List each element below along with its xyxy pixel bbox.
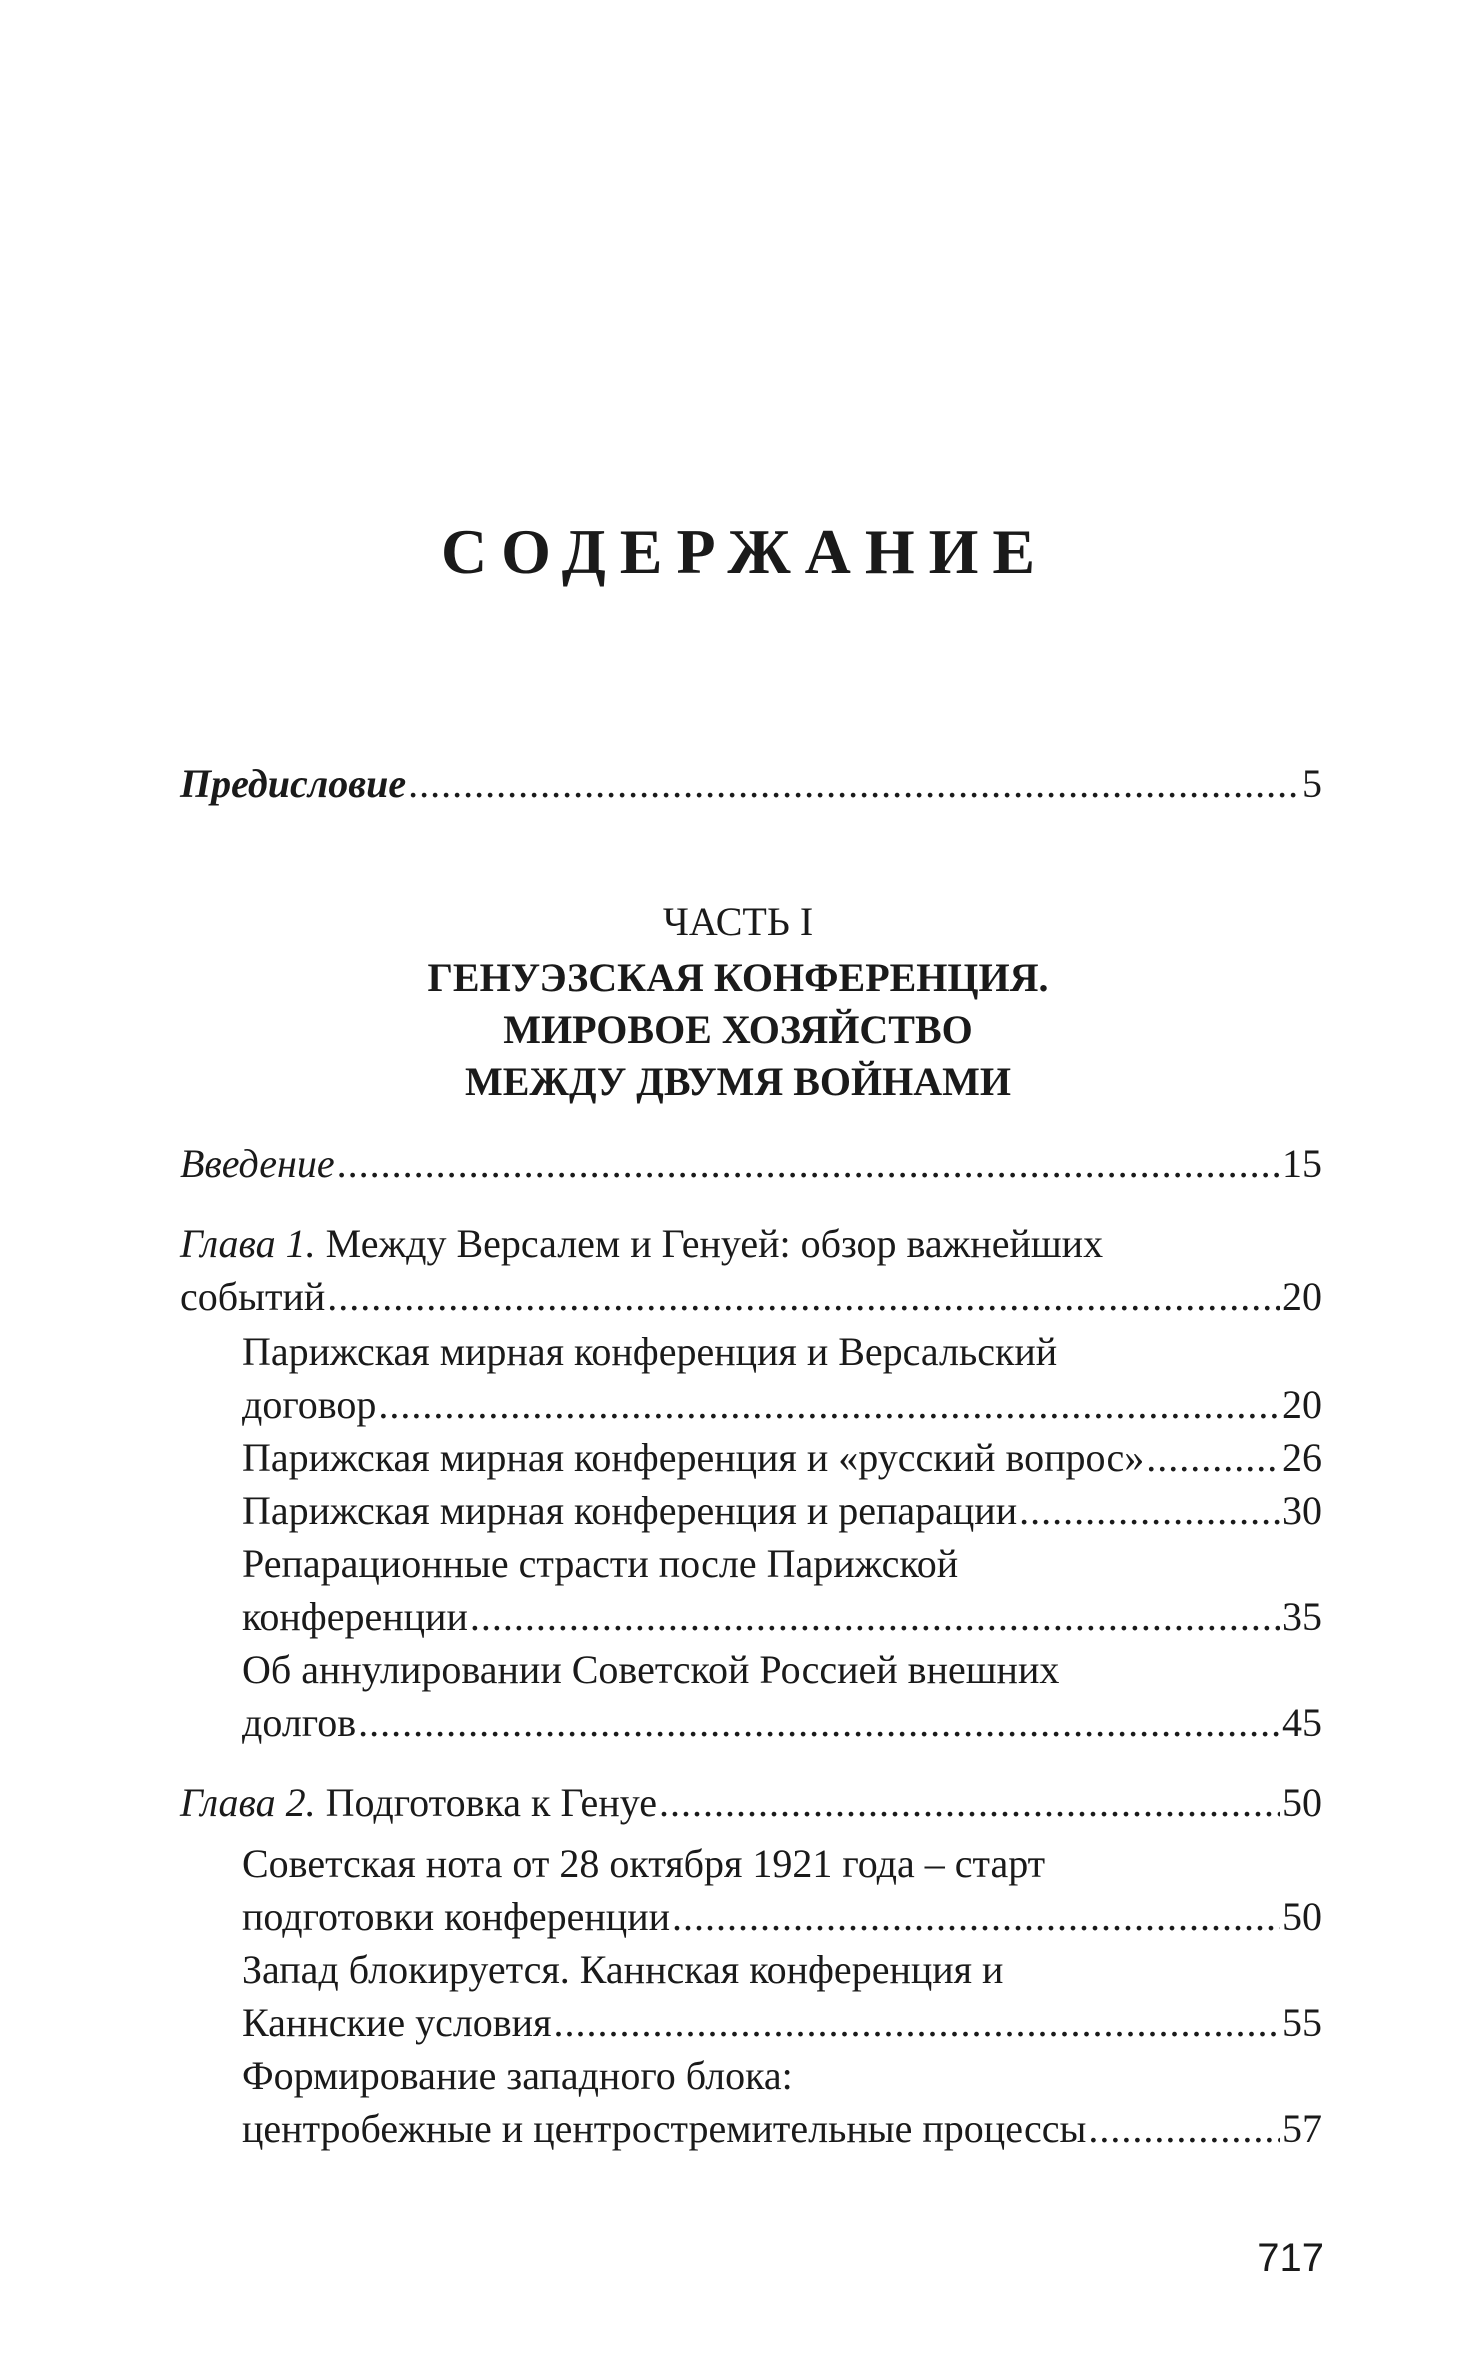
entry-label: Парижская мирная конференция и Версальский xyxy=(242,1329,1058,1374)
toc-entry-chapter-1[interactable] xyxy=(180,1218,1322,1324)
entry-label: Запад блокируется. Каннская конференция и xyxy=(242,1947,1004,1992)
entry-page: 50 xyxy=(1282,1780,1322,1825)
part-title-text: ГЕНУЭЗСКАЯ КОНФЕРЕНЦИЯ. xyxy=(427,955,1049,1000)
entry-label: Советская нота от 28 октября 1921 года – старт xyxy=(242,1841,1046,1886)
part-title-text: МИРОВОЕ ХОЗЯЙСТВО xyxy=(503,1007,973,1052)
toc-entry-preface[interactable] xyxy=(180,758,1322,811)
leader-dots xyxy=(408,758,1300,810)
toc-entry-section[interactable] xyxy=(242,1326,1322,1432)
entry-label: Введение xyxy=(180,1141,335,1186)
leader-dots xyxy=(1146,1432,1280,1484)
entry-label-cont: Каннские условия xyxy=(242,2000,552,2045)
entry-label-cont: долгов xyxy=(242,1700,357,1745)
entry-label-cont: центробежные и центростремительные процессы xyxy=(242,2106,1087,2151)
toc-entry-section[interactable] xyxy=(242,2050,1322,2156)
leader-dots xyxy=(553,1997,1280,2049)
part-title-line xyxy=(0,1056,1476,1108)
leader-dots xyxy=(358,1697,1280,1749)
toc-entry-section[interactable] xyxy=(242,1485,1322,1538)
toc-entry-section[interactable] xyxy=(242,1838,1322,1944)
part-label: ЧАСТЬ I xyxy=(662,899,814,944)
entry-label: Формирование западного блока: xyxy=(242,2053,793,2098)
part-title-line xyxy=(0,952,1476,1004)
entry-label: Предисловие xyxy=(180,761,407,806)
chapter-prefix: Глава 2. xyxy=(180,1780,316,1825)
entry-page: 45 xyxy=(1282,1700,1322,1745)
entry-label: Репарационные страсти после Парижской xyxy=(242,1541,959,1586)
toc-entry-introduction[interactable] xyxy=(180,1138,1322,1191)
entry-page: 35 xyxy=(1282,1594,1322,1639)
entry-page: 15 xyxy=(1282,1141,1322,1186)
contents-heading: СОДЕРЖАНИЕ xyxy=(440,516,1050,587)
entry-label-cont: конференции xyxy=(242,1594,468,1639)
leader-dots xyxy=(327,1271,1280,1323)
part-title-line xyxy=(0,1004,1476,1056)
leader-dots xyxy=(1019,1485,1280,1537)
chapter-title: Подготовка к Генуе xyxy=(315,1780,657,1825)
leader-dots xyxy=(672,1891,1280,1943)
entry-page: 50 xyxy=(1282,1894,1322,1939)
toc-entry-chapter-2[interactable] xyxy=(180,1777,1322,1830)
chapter-prefix: Глава 1. xyxy=(180,1221,316,1266)
leader-dots xyxy=(659,1777,1280,1829)
toc-entry-section[interactable] xyxy=(242,1432,1322,1485)
toc-entry-section[interactable] xyxy=(242,1538,1322,1644)
entry-page: 30 xyxy=(1282,1488,1322,1533)
entry-label xyxy=(180,1777,657,1829)
leader-dots xyxy=(337,1138,1280,1190)
entry-label: Об аннулировании Советской Россией внешних xyxy=(242,1647,1060,1692)
part-title-text: МЕЖДУ ДВУМЯ ВОЙНАМИ xyxy=(464,1059,1012,1104)
chapter-title: Между Версалем и Генуей: обзор важнейших xyxy=(315,1221,1104,1266)
entry-page: 57 xyxy=(1282,2106,1322,2151)
entry-label-cont: подготовки конференции xyxy=(242,1894,671,1939)
entry-page: 55 xyxy=(1282,2000,1322,2045)
entry-page: 26 xyxy=(1282,1435,1322,1480)
page-number: 717 xyxy=(1257,2236,1324,2280)
entry-page: 20 xyxy=(1282,1274,1322,1319)
toc-entry-section[interactable] xyxy=(242,1644,1322,1750)
entry-label-cont: договор xyxy=(242,1382,377,1427)
entry-label: Парижская мирная конференция и «русский вопрос» xyxy=(242,1435,1145,1480)
leader-dots xyxy=(470,1591,1280,1643)
leader-dots xyxy=(378,1379,1280,1431)
entry-label: Парижская мирная конференция и репарации xyxy=(242,1488,1018,1533)
entry-label-cont: событий xyxy=(180,1274,326,1319)
leader-dots xyxy=(1088,2103,1280,2155)
entry-label xyxy=(180,1218,1103,1270)
entry-page: 5 xyxy=(1302,761,1322,806)
toc-entry-section[interactable] xyxy=(242,1944,1322,2050)
entry-page: 20 xyxy=(1282,1382,1322,1427)
